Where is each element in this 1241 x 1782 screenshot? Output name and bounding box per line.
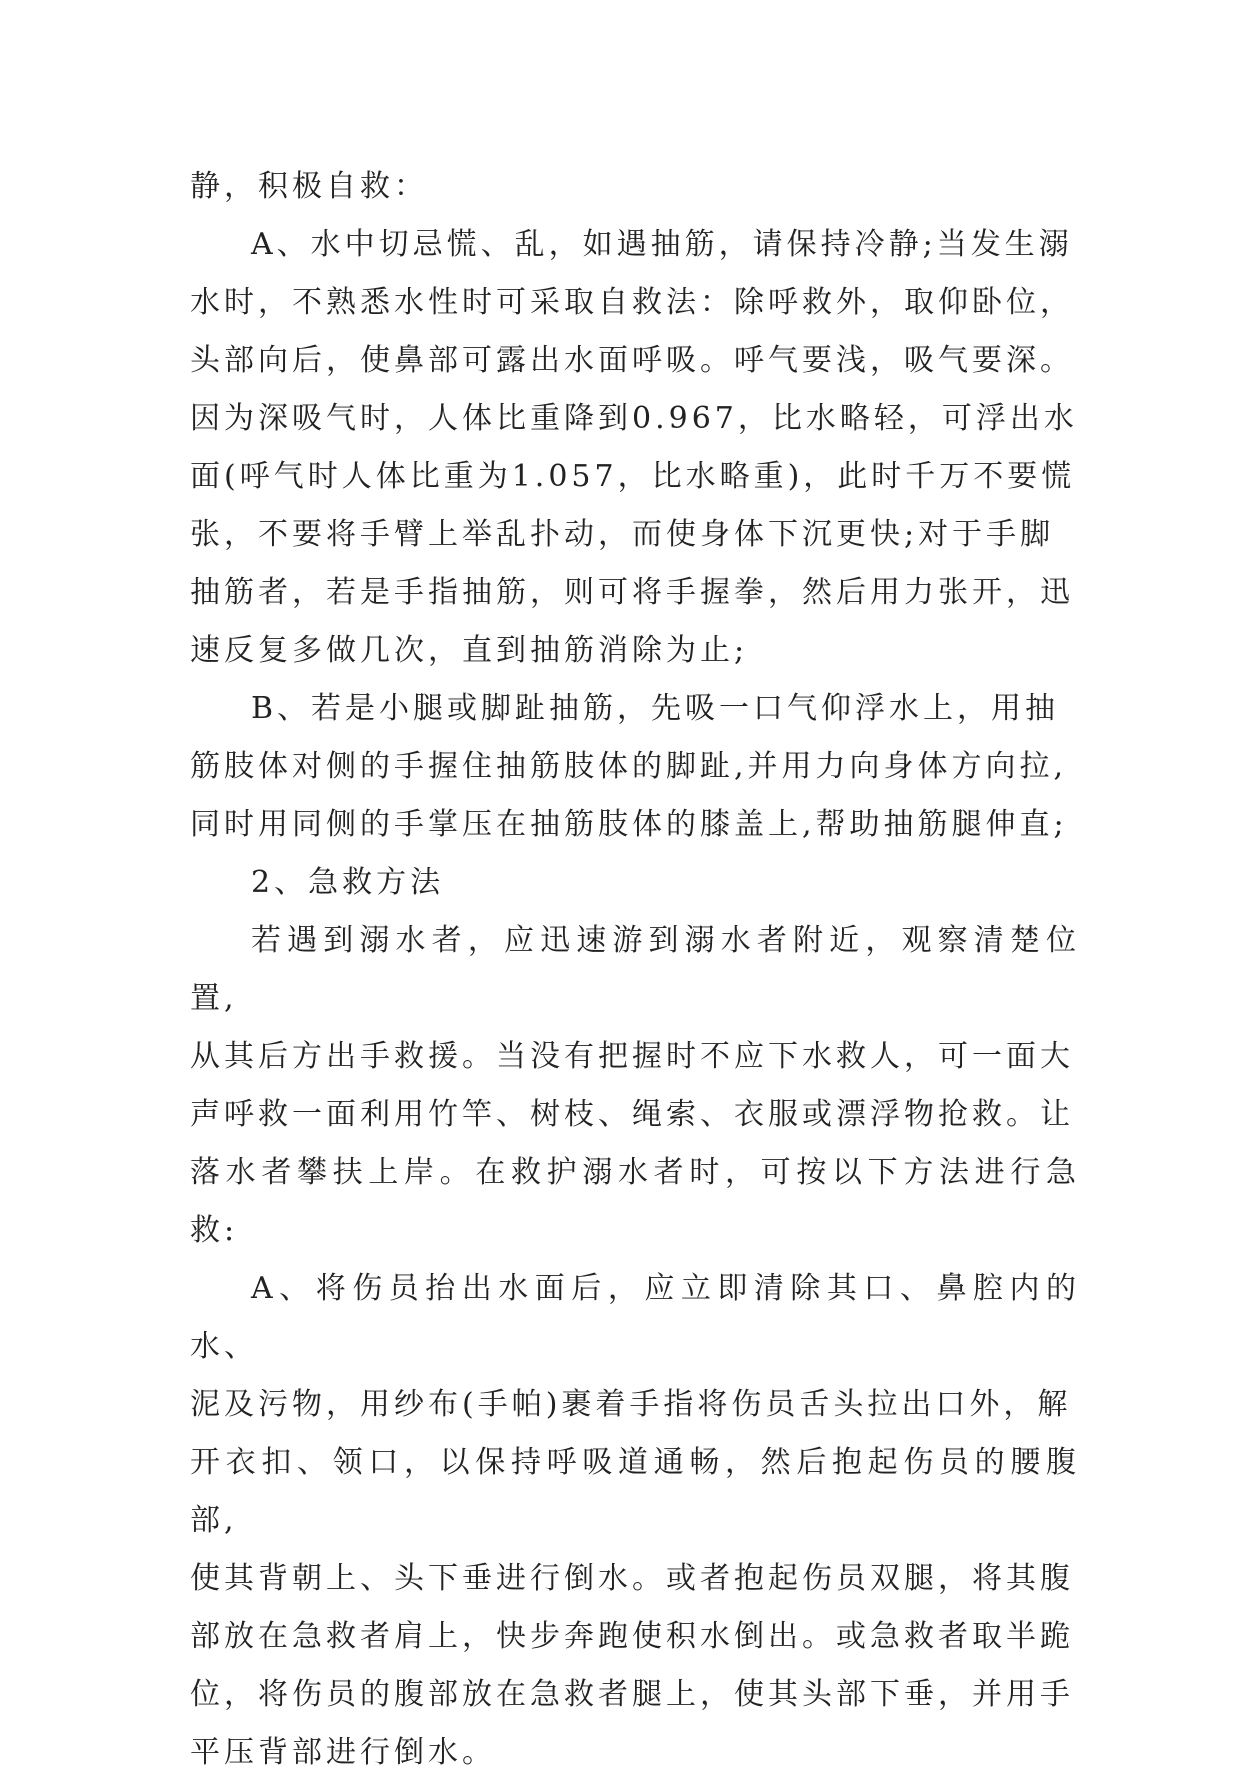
text-line: A、水中切忌慌、乱，如遇抽筋，请保持冷静;当发生溺 — [251, 227, 1073, 262]
text-line: 开衣扣、领口，以保持呼吸道通畅，然后抱起伤员的腰腹部, — [190, 1445, 1080, 1538]
text-line: 2、急救方法 — [251, 865, 445, 900]
text-line: 位，将伤员的腹部放在急救者腿上，使其头部下垂，并用手 — [190, 1677, 1074, 1712]
text-line: 张，不要将手臂上举乱扑动，而使身体下沉更快;对于手脚 — [190, 517, 1055, 552]
text-line: 泥及污物，用纱布(手帕)裹着手指将伤员舌头拉出口外，解 — [190, 1387, 1072, 1422]
text-line: 抽筋者，若是手指抽筋，则可将手握拳，然后用力张开，迅 — [190, 575, 1074, 610]
text-line: 落水者攀扶上岸。在救护溺水者时，可按以下方法进行急救: — [190, 1155, 1080, 1248]
text-line: B、若是小腿或脚趾抽筋，先吸一口气仰浮水上，用抽 — [251, 691, 1060, 726]
text-line: 静，积极自救： — [190, 169, 428, 204]
text-line: 筋肢体对侧的手握住抽筋肢体的脚趾,并用力向身体方向拉, — [190, 749, 1068, 784]
text-line: 声呼救一面利用竹竿、树枝、绳索、衣服或漂浮物抢救。让 — [190, 1097, 1074, 1132]
text-line: 从其后方出手救援。当没有把握时不应下水救人，可一面大 — [190, 1039, 1074, 1074]
text-line: 水时，不熟悉水性时可采取自救法：除呼救外，取仰卧位， — [190, 285, 1074, 320]
text-line: 因为深吸气时，人体比重降到0.967，比水略轻，可浮出水 — [190, 401, 1078, 436]
document-body — [190, 158, 1080, 1782]
text-line: 同时用同侧的手掌压在抽筋肢体的膝盖上,帮助抽筋腿伸直; — [190, 807, 1068, 842]
paragraph — [190, 854, 1080, 912]
text-line: 若遇到溺水者，应迅速游到溺水者附近，观察清楚位置, — [190, 923, 1080, 1016]
text-line: 面(呼气时人体比重为1.057，比水略重)，此时千万不要慌 — [190, 459, 1076, 494]
paragraph — [190, 680, 1080, 854]
text-line: A、将伤员抬出水面后，应立即清除其口、鼻腔内的水、 — [190, 1271, 1080, 1364]
paragraph — [190, 216, 1080, 680]
text-line: 使其背朝上、头下垂进行倒水。或者抱起伤员双腿，将其腹 — [190, 1561, 1074, 1596]
text-line: 平压背部进行倒水。 — [190, 1735, 496, 1770]
paragraph — [190, 912, 1080, 1260]
paragraph — [190, 158, 1080, 216]
paragraph — [190, 1260, 1080, 1782]
text-line: 部放在急救者肩上，快步奔跑使积水倒出。或急救者取半跪 — [190, 1619, 1074, 1654]
text-line: 头部向后，使鼻部可露出水面呼吸。呼气要浅，吸气要深。 — [190, 343, 1074, 378]
text-line: 速反复多做几次，直到抽筋消除为止; — [190, 633, 749, 668]
